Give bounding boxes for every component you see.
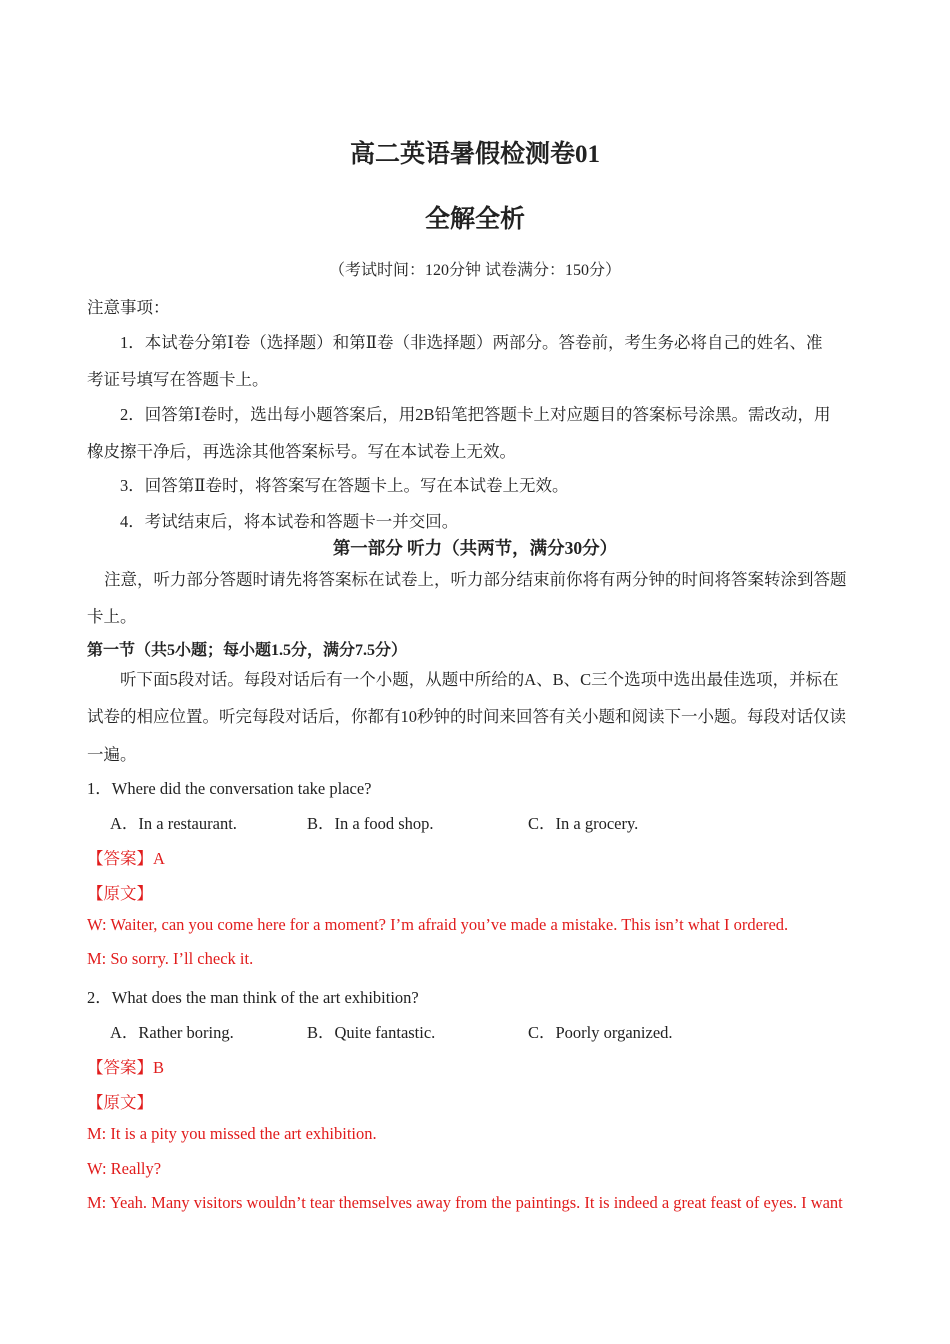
document-title: 高二英语暑假检测卷01 [349, 141, 600, 168]
part1-note: 注意，听力部分答题时请先将答案标在试卷上，听力部分结束前你将有两分钟的时间将答案转涂到答题 [104, 570, 847, 589]
question-2-option-c: C．Poorly organized. [528, 1023, 673, 1042]
question-1-option-a: A．In a restaurant. [110, 814, 237, 833]
question-2-transcript-line: W: Really? [87, 1159, 162, 1178]
question-2-transcript-line: M: It is a pity you missed the art exhibition. [87, 1124, 377, 1143]
notice-item-1-cont: 考证号填写在答题卡上。 [87, 370, 269, 389]
notice-item-1: 1．本试卷分第Ⅰ卷（选择题）和第Ⅱ卷（非选择题）两部分。答卷前，考生务必将自己的姓名、准 [120, 333, 823, 352]
part1-note-cont: 卡上。 [87, 607, 137, 626]
question-2-option-a: A．Rather boring. [110, 1023, 234, 1042]
question-1-transcript-label: 【原文】 [87, 884, 153, 903]
question-1-stem: 1．Where did the conversation take place? [87, 779, 372, 798]
notice-item-3: 3．回答第Ⅱ卷时，将答案写在答题卡上。写在本试卷上无效。 [120, 476, 569, 495]
question-2-transcript-line: M: Yeah. Many visitors wouldn’t tear themselves away from the paintings. It is indeed a great feast of eyes. I want [87, 1193, 843, 1212]
notice-heading: 注意事项： [87, 298, 170, 317]
question-2-transcript-label: 【原文】 [87, 1093, 153, 1112]
question-1-answer: 【答案】A [87, 849, 165, 868]
part1-heading: 第一部分 听力（共两节，满分30分） [332, 538, 618, 558]
question-2-answer: 【答案】B [87, 1058, 165, 1077]
question-1-option-c: C．In a grocery. [528, 814, 639, 833]
section1-instructions-cont: 试卷的相应位置。听完每段对话后，你都有10秒钟的时间来回答有关小题和阅读下一小题。每段对话仅读 [87, 707, 846, 726]
question-1-transcript-line: M: So sorry. I’ll check it. [87, 949, 254, 968]
section1-instructions-end: 一遍。 [87, 745, 137, 764]
question-2-option-b: B．Quite fantastic. [307, 1023, 436, 1042]
question-2-stem: 2．What does the man think of the art exhibition? [87, 988, 419, 1007]
question-1-transcript-line: W: Waiter, can you come here for a moment? I’m afraid you’ve made a mistake. This isn’t what I ordered. [87, 915, 789, 934]
notice-item-4: 4．考试结束后，将本试卷和答题卡一并交回。 [120, 512, 459, 531]
notice-item-2: 2．回答第Ⅰ卷时，选出每小题答案后，用2B铅笔把答题卡上对应题目的答案标号涂黑。需改动，用 [120, 405, 831, 424]
question-1-option-b: B．In a food shop. [307, 814, 434, 833]
section1-instructions: 听下面5段对话。每段对话后有一个小题，从题中所给的A、B、C三个选项中选出最佳选项，并标在 [120, 670, 839, 689]
exam-info: （考试时间：120分钟 试卷满分：150分） [328, 262, 621, 279]
notice-item-2-cont: 橡皮擦干净后，再选涂其他答案标号。写在本试卷上无效。 [87, 442, 516, 461]
document-subtitle: 全解全析 [424, 206, 525, 233]
section1-heading: 第一节（共5小题；每小题1.5分，满分7.5分） [87, 642, 408, 659]
